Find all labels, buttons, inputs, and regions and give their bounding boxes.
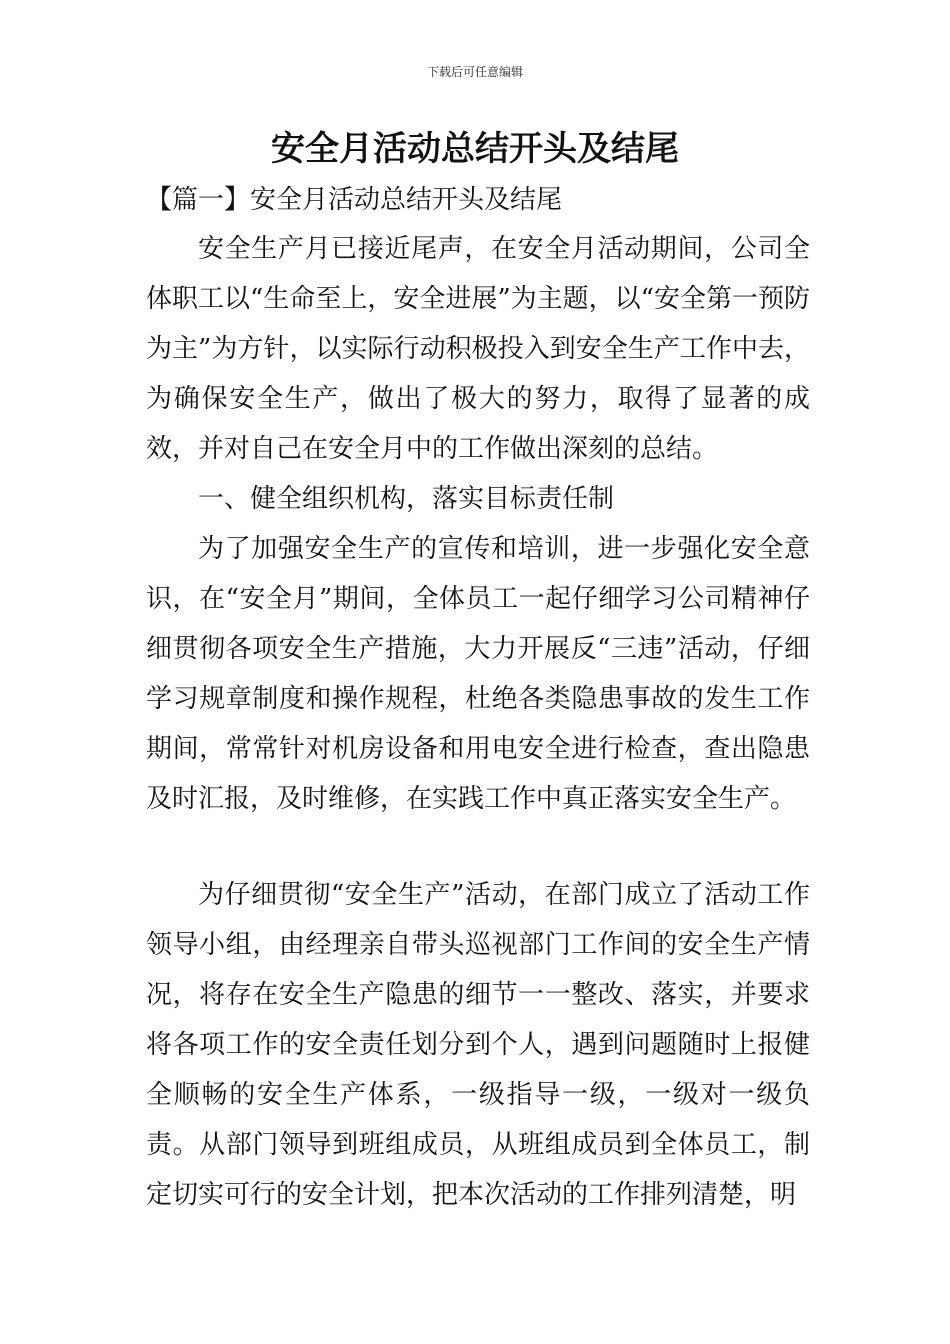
document-title: 安全月活动总结开头及结尾 (271, 129, 679, 169)
section-label: 【篇一】安全月活动总结开头及结尾 (146, 185, 563, 215)
paragraph-leadership: 为仔细贯彻“安全生产”活动，在部门成立了活动工作领导小组，由经理亲自带头巡视部门工作间的安全生产情况，将存在安全生产隐患的细节一一整改、落实，并要求将各项工作的安全责任划分到个人，遇到问题随时上报健全顺畅的安全生产体系，一级指导一级，一级对一级负责。从部门领导到班组成员，从班组成员到全体员工，制定切实可行的安全计划，把本次活动的工作排列清楚，明 (146, 880, 810, 1210)
paragraph-training: 为了加强安全生产的宣传和培训，进一步强化安全意识，在“安全月”期间，全体员工一起仔细学习公司精神仔细贯彻各项安全生产措施，大力开展反“三违”活动，仔细学习规章制度和操作规程，杜绝各类隐患事故的发生工作期间，常常针对机房设备和用电安全进行检查，查出隐患及时汇报，及时维修，在实践工作中真正落实安全生产。 (146, 534, 810, 814)
paragraph-intro: 安全生产月已接近尾声，在安全月活动期间，公司全体职工以“生命至上，安全进展”为主题，以“安全第一预防为主”为方针，以实际行动积极投入到安全生产工作中去，为确保安全生产，做出了极大的努力，取得了显著的成效，并对自己在安全月中的工作做出深刻的总结。 (146, 234, 810, 464)
page-header-note: 下载后可任意编辑 (426, 65, 523, 79)
subheading-organization: 一、健全组织机构，落实目标责任制 (198, 484, 615, 514)
